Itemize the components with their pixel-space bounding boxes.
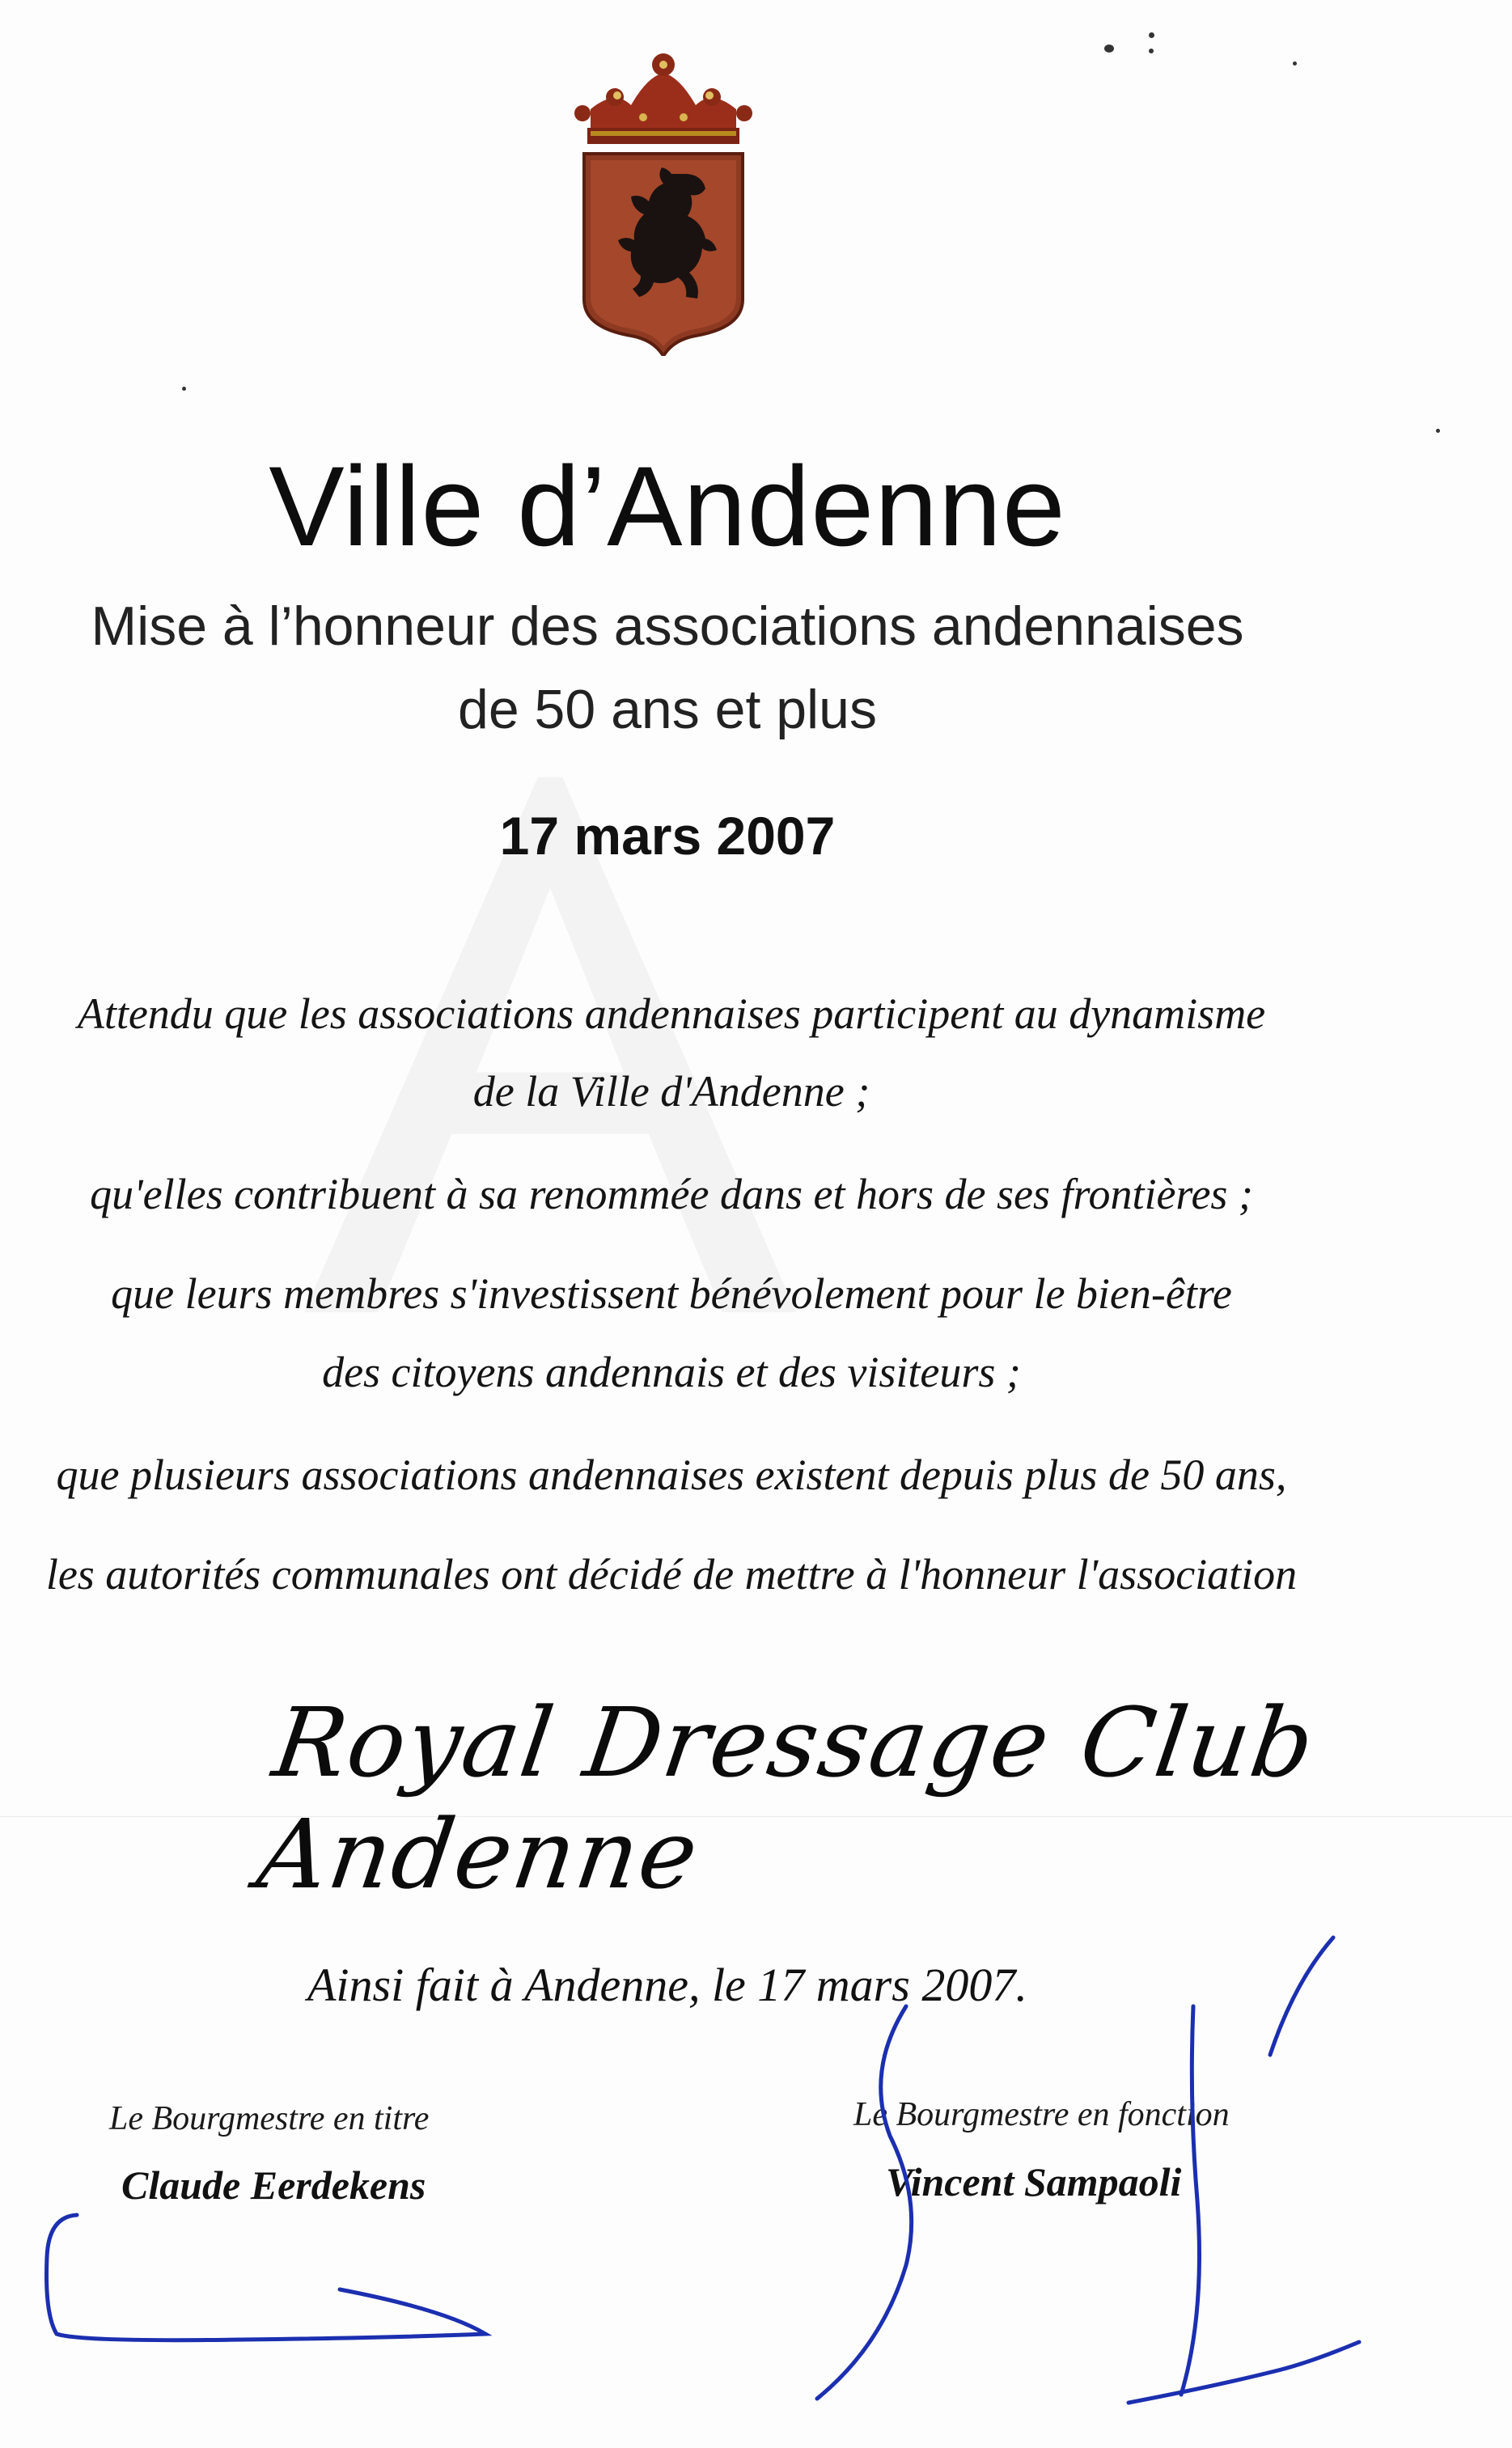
signatory-name-left: Claude Eerdekens (121, 2162, 426, 2208)
signature-left-icon (47, 2215, 486, 2340)
speck (1104, 44, 1114, 53)
signatory-name-right: Vincent Sampaoli (886, 2159, 1182, 2204)
speck (1436, 429, 1440, 433)
body-line-7: les autorités communales ont décidé de mettre à l'honneur l'association (45, 1550, 1298, 1599)
crest-icon (566, 32, 760, 356)
association-name: Royal Dressage Club Andenne (251, 1687, 1323, 1910)
body-line-4: que leurs membres s'investissent bénévolement pour le bien-être (111, 1269, 1232, 1318)
crown-icon (574, 53, 752, 144)
subtitle-line-2: de 50 ans et plus (458, 679, 877, 740)
signatory-role-right: Le Bourgmestre en fonction (853, 2096, 1230, 2133)
speck (1293, 61, 1297, 66)
page-title: Ville d’Andenne (269, 443, 1066, 570)
signatory-role-left: Le Bourgmestre en titre (109, 2100, 430, 2137)
speck (1149, 32, 1154, 38)
body-line-1: Attendu que les associations andennaises participent au dynamisme (77, 989, 1266, 1038)
speck (182, 387, 186, 391)
body-line-5: des citoyens andennais et des visiteurs ; (322, 1348, 1021, 1396)
closing-statement: Ainsi fait à Andenne, le 17 mars 2007. (307, 1959, 1027, 2011)
speck (1149, 49, 1154, 53)
body-line-3: qu'elles contribuent à sa renommée dans et hors de ses frontières ; (90, 1170, 1253, 1218)
event-date: 17 mars 2007 (499, 806, 836, 866)
body-line-6: que plusieurs associations andennaises existent depuis plus de 50 ans, (56, 1451, 1287, 1499)
body-line-2: de la Ville d'Andenne ; (472, 1067, 870, 1116)
subtitle-line-1: Mise à l’honneur des associations andennaises (91, 595, 1244, 657)
